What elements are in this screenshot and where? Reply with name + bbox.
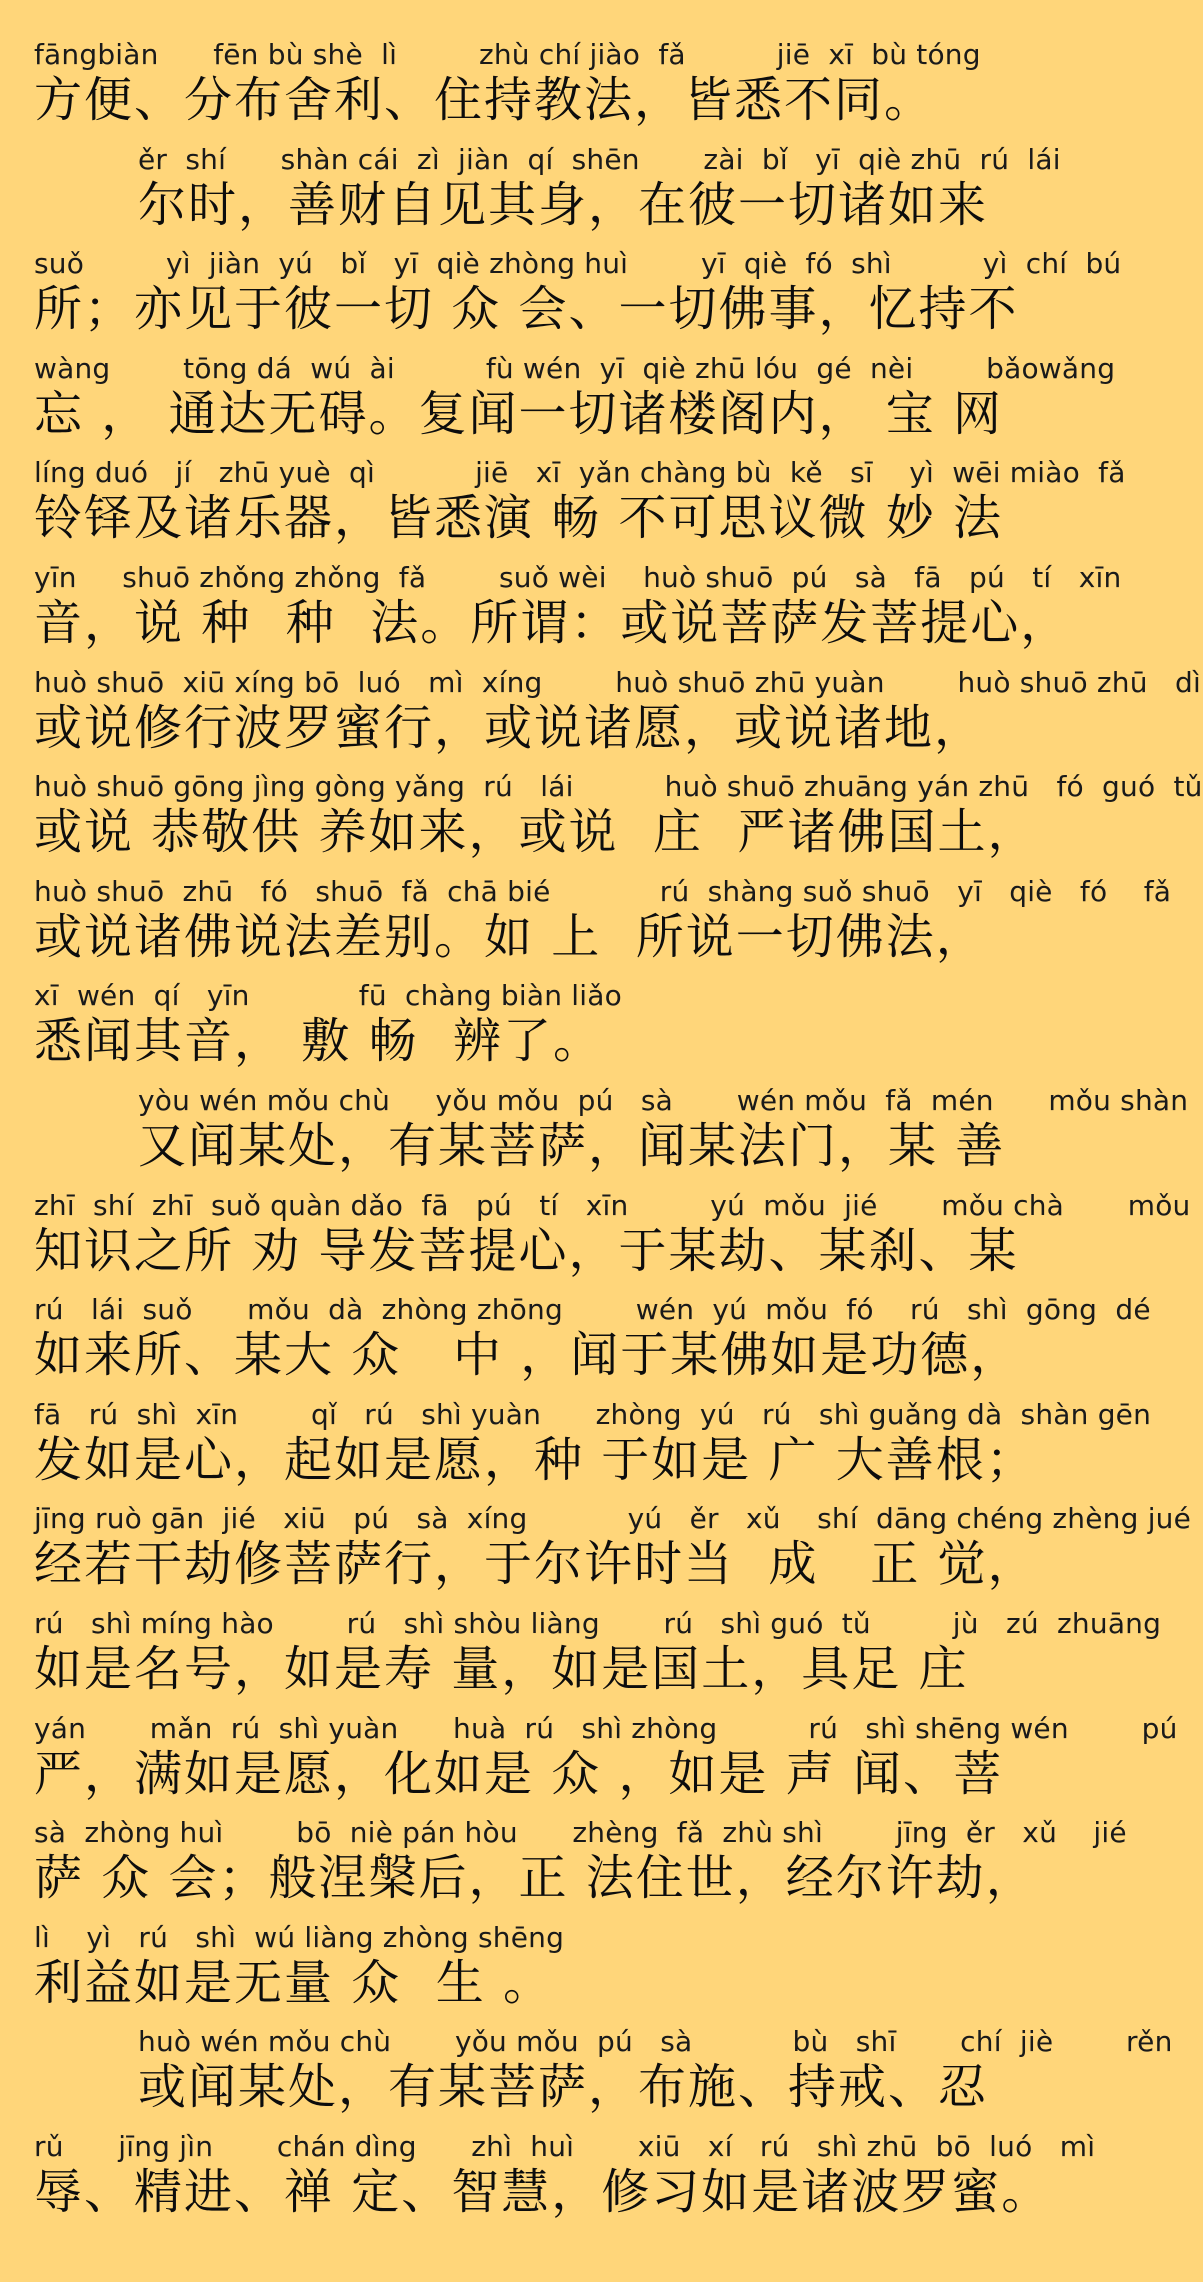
- text-line-20: [34, 2025, 1173, 2132]
- chinese-text: 又闻某处，有某菩萨，闻某法门，某 善: [138, 1117, 1006, 1174]
- pinyin-annotation: sà zhòng huì bō niè pán hòu zhèng fǎ zhù shì jīng ěr xǔ jié: [34, 1816, 1127, 1850]
- text-line-6: [34, 560, 1122, 668]
- text-line-19: [34, 1920, 1048, 2028]
- text-line-1: [34, 40, 1048, 145]
- pinyin-annotation: líng duó jí zhū yuè qì jiē xī yǎn chàng bù kě sī yì wēi miào fǎ: [34, 456, 1126, 490]
- text-line-12: [34, 1188, 1191, 1296]
- text-line-15: [34, 1502, 1192, 1609]
- pinyin-annotation: xī wén qí yīn fū chàng biàn liǎo: [34, 979, 622, 1013]
- chinese-text: 或闻某处，有某菩萨，布施、持戒、忍: [138, 2059, 989, 2116]
- chinese-text: 发如是心，起如是愿，种 于如是 广 大善根；: [34, 1431, 1036, 1488]
- pinyin-annotation: rú lái suǒ mǒu dà zhòng zhōng wén yú mǒu fó rú shì gōng dé: [34, 1293, 1151, 1327]
- text-line-17: [34, 1711, 1178, 1819]
- text-line-16: [34, 1606, 1162, 1714]
- chinese-text: 经若干劫修菩萨行，于尔许时当 成 正 觉，: [34, 1536, 1038, 1593]
- text-line-14: [34, 1397, 1152, 1505]
- pinyin-annotation: yòu wén mǒu chù yǒu mǒu pú sà wén mǒu fǎ mén mǒu shàn: [138, 1083, 1189, 1117]
- text-line-21: [34, 2129, 1096, 2237]
- pinyin-annotation: huò shuō gōng jìng gòng yǎng rú lái huò shuō zhuāng yán zhū fó guó tǔ: [34, 770, 1203, 804]
- chinese-text: 辱、精进、禅 定、智慧，修习如是诸波罗蜜。: [34, 2163, 1052, 2220]
- pinyin-annotation: lì yì rú shì wú liàng zhòng shēng: [34, 1920, 565, 1954]
- text-line-5: [34, 456, 1126, 563]
- text-line-13: [34, 1293, 1151, 1400]
- text-line-3: [34, 247, 1122, 354]
- pinyin-annotation: rǔ jīng jìn chán dìng zhì huì xiū xí rú shì zhū bō luó mì: [34, 2129, 1096, 2163]
- pinyin-annotation: yán mǎn rú shì yuàn huà rú shì zhòng rú shì shēng wén pú: [34, 1711, 1178, 1745]
- pinyin-annotation: fāngbiàn fēn bù shè lì zhù chí jiào fǎ jiē xī bù tóng: [34, 38, 981, 71]
- pinyin-annotation: yīn shuō zhǒng zhǒng fǎ suǒ wèi huò shuō pú sà fā pú tí xīn: [34, 560, 1122, 594]
- chinese-text: 严，满如是愿，化如是 众 ，如是 声 闻、菩: [34, 1745, 1004, 1802]
- chinese-text: 或说诸佛说法差别。如 上 所说一切佛法，: [34, 908, 986, 965]
- chinese-text: 知识之所 劝 导发菩提心，于某劫、某刹、某: [34, 1222, 1019, 1279]
- pinyin-annotation: huò shuō zhū fó shuō fǎ chā bié rú shàng suǒ shuō yī qiè fó fǎ: [34, 874, 1172, 908]
- chinese-text: 萨 众 会；般涅槃后，正 法住世，经尔许劫，: [34, 1850, 1036, 1907]
- text-line-8: [34, 770, 1203, 877]
- text-line-10: [34, 981, 1048, 1086]
- chinese-text: 尔时，善财自见其身，在彼一切诸如来: [138, 176, 989, 233]
- text-line-4: [34, 351, 1116, 459]
- pinyin-annotation: huò wén mǒu chù yǒu mǒu pú sà bù shī chí jiè rěn: [138, 2025, 1173, 2059]
- chinese-text: 如来所、某大 众 中 ，闻于某佛如是功德，: [34, 1327, 1021, 1384]
- chinese-text: 利益如是无量 众 生 。: [34, 1954, 554, 2011]
- chinese-text: 或说修行波罗蜜行，或说诸愿，或说诸地，: [34, 699, 985, 756]
- pinyin-annotation: suǒ yì jiàn yú bǐ yī qiè zhòng huì yī qiè fó shì yì chí bú: [34, 247, 1122, 281]
- chinese-text: 铃铎及诸乐器，皆悉演 畅 不可思议微 妙 法: [34, 490, 1004, 547]
- pinyin-annotation: rú shì míng hào rú shì shòu liàng rú shì guó tǔ jù zú zhuāng: [34, 1606, 1162, 1640]
- pinyin-annotation: fā rú shì xīn qǐ rú shì yuàn zhòng yú rú shì guǎng dà shàn gēn: [34, 1397, 1152, 1431]
- pinyin-annotation: jīng ruò gān jié xiū pú sà xíng yú ěr xǔ shí dāng chéng zhèng jué: [34, 1502, 1192, 1536]
- pinyin-annotation: wàng tōng dá wú ài fù wén yī qiè zhū lóu gé nèi bǎowǎng: [34, 351, 1116, 385]
- text-line-18: [34, 1816, 1127, 1923]
- text-line-11: [34, 1083, 1189, 1191]
- chinese-text: 悉闻其音， 敷 畅 辨了。: [34, 1013, 604, 1070]
- text-line-7: [34, 665, 1201, 773]
- chinese-text: 方便、分布舍利、住持教法，皆悉不同。: [34, 72, 935, 128]
- text-line-2: [34, 142, 1061, 250]
- chinese-text: 或说 恭敬供 养如来，或说 庄 严诸佛国土，: [34, 804, 1038, 861]
- chinese-text: 忘 ， 通达无碍。复闻一切诸楼阁内， 宝 网: [34, 385, 1004, 442]
- chinese-text: 所；亦见于彼一切 众 会、一切佛事，忆持不: [34, 281, 1019, 338]
- pinyin-annotation: ěr shí shàn cái zì jiàn qí shēn zài bǐ yī qiè zhū rú lái: [138, 142, 1061, 176]
- chinese-text: 如是名号，如是寿 量，如是国土，具足 庄: [34, 1640, 969, 1697]
- pinyin-annotation: zhī shí zhī suǒ quàn dǎo fā pú tí xīn yú mǒu jié mǒu chà mǒu: [34, 1188, 1191, 1222]
- pinyin-annotation: huò shuō xiū xíng bō luó mì xíng huò shuō zhū yuàn huò shuō zhū dì: [34, 665, 1201, 699]
- chinese-text: 音，说 种 种 法。所谓：或说菩萨发菩提心，: [34, 594, 1071, 651]
- text-line-9: [34, 874, 1172, 982]
